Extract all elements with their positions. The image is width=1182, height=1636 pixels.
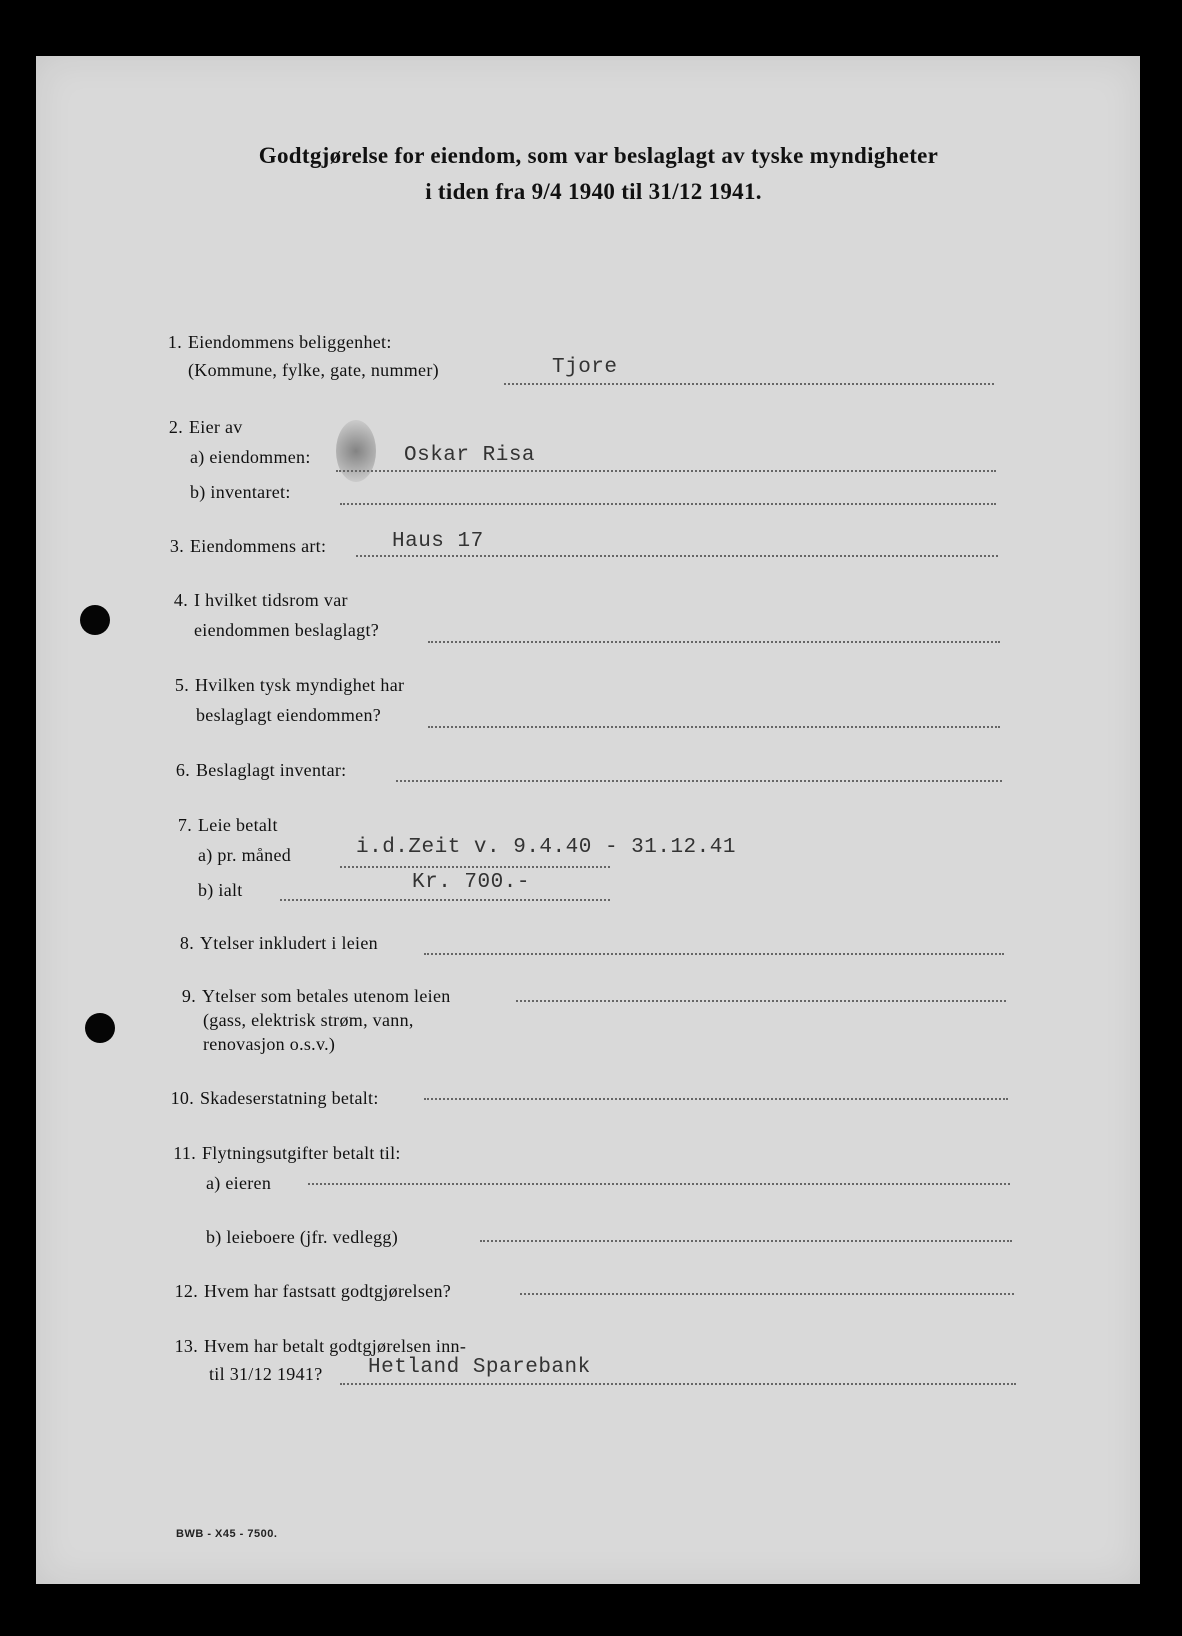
item-9-label: 9. Ytelser som betales utenom leien (181, 986, 451, 1006)
item-7a-line (340, 866, 610, 868)
item-4-line (428, 641, 1000, 643)
form-title (0, 138, 1182, 210)
item-1-sublabel: (Kommune, fylke, gate, nummer) (188, 360, 439, 380)
item-7-label: 7. Leie betalt (177, 815, 278, 835)
title-line-2: i tiden fra 9/4 1940 til 31/12 1941. (425, 179, 762, 204)
item-2a-answer: Oskar Risa (404, 444, 536, 467)
item-5-label: 5. Hvilken tysk myndighet har (174, 675, 405, 695)
item-11b-label: b) leieboere (jfr. vedlegg) (206, 1227, 399, 1247)
item-10-line (424, 1098, 1008, 1100)
item-11a-label: a) eieren (206, 1173, 272, 1193)
title-line-1: Godtgjørelse for eiendom, som var beslaglagt av tyske myndigheter (258, 143, 939, 168)
item-8-label: 8. Ytelser inkludert i leien (179, 933, 378, 953)
item-11b-line (480, 1240, 1012, 1242)
item-2b-line (340, 503, 996, 505)
item-13-label: 13. Hvem har betalt godtgjørelsen inn- (174, 1336, 467, 1356)
item-7a-label: a) pr. måned (198, 845, 292, 865)
item-4-sublabel: eiendommen beslaglagt? (194, 620, 380, 640)
punch-hole-top (80, 605, 110, 635)
item-5-line (428, 726, 1000, 728)
item-6-label: 6. Beslaglagt inventar: (175, 760, 347, 780)
item-9-line (516, 1000, 1006, 1002)
item-7a-answer: i.d.Zeit v. 9.4.40 - 31.12.41 (356, 836, 736, 859)
item-8-line (424, 953, 1004, 955)
item-2-label: 2. Eier av (168, 417, 243, 437)
item-13-line (340, 1383, 1016, 1385)
item-6-line (396, 780, 1002, 782)
item-2a-label: a) eiendommen: (190, 447, 311, 467)
item-3-answer: Haus 17 (392, 530, 484, 553)
item-10-label: 10. Skadeserstatning betalt: (170, 1088, 379, 1108)
item-1-answer: Tjore (552, 356, 618, 379)
item-13-sublabel: til 31/12 1941? (209, 1364, 323, 1384)
item-5-sublabel: beslaglagt eiendommen? (196, 705, 382, 725)
item-9-sublabel-1: (gass, elektrisk strøm, vann, (203, 1010, 414, 1030)
punch-hole-bottom (85, 1013, 115, 1043)
item-3-label: 3. Eiendommens art: (169, 536, 327, 556)
item-7b-line (280, 899, 610, 901)
item-2b-label: b) inventaret: (190, 482, 291, 502)
item-1-line (504, 383, 994, 385)
item-7b-answer: Kr. 700.- (412, 871, 530, 894)
ink-smudge (336, 420, 376, 482)
print-code: BWB - X45 - 7500. (176, 1528, 278, 1540)
item-4-label: 4. I hvilket tidsrom var (173, 590, 348, 610)
item-11-label: 11. Flytningsutgifter betalt til: (173, 1143, 401, 1163)
item-7b-label: b) ialt (198, 880, 243, 900)
item-3-line (356, 555, 998, 557)
item-12-line (520, 1293, 1014, 1295)
item-13-answer: Hetland Sparebank (368, 1356, 591, 1379)
item-2a-line (336, 470, 996, 472)
item-12-label: 12. Hvem har fastsatt godtgjørelsen? (174, 1281, 452, 1301)
item-1-label: 1. Eiendommens beliggenhet: (167, 332, 392, 352)
item-9-sublabel-2: renovasjon o.s.v.) (203, 1034, 336, 1054)
item-11a-line (308, 1183, 1010, 1185)
